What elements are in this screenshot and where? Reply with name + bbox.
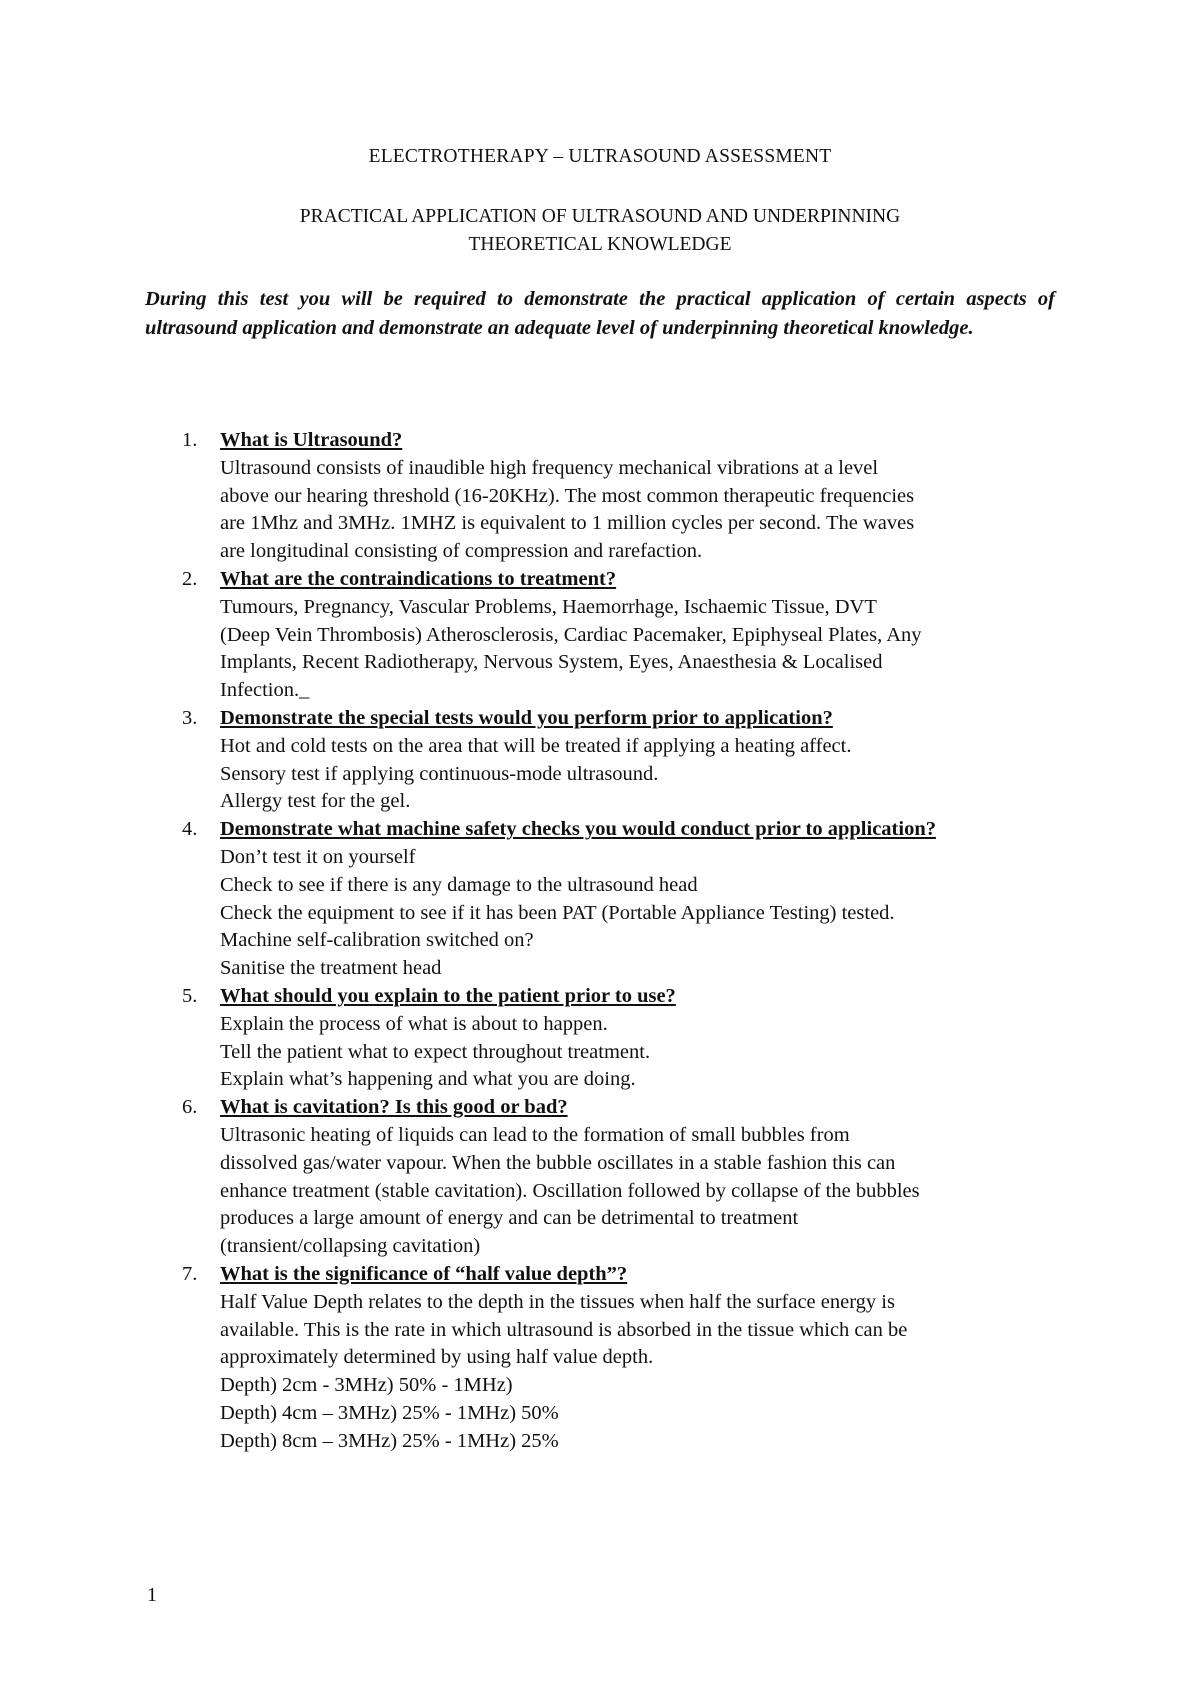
- answer-line: Implants, Recent Radiotherapy, Nervous System, Eyes, Anaesthesia & Localised: [220, 651, 883, 674]
- answer-line: are longitudinal consisting of compression and rarefaction.: [220, 540, 703, 563]
- answer-line: Tell the patient what to expect throughout treatment.: [220, 1040, 651, 1063]
- answer-line: Check to see if there is any damage to the ultrasound head: [220, 873, 698, 896]
- answer-line: Explain what’s happening and what you are doing.: [220, 1068, 636, 1091]
- answer-line: Allergy test for the gel.: [220, 790, 411, 813]
- question-number: 3.: [182, 706, 198, 729]
- answer-line: Sanitise the treatment head: [220, 957, 442, 980]
- answer-line: Depth) 4cm – 3MHz) 25% - 1MHz) 50%: [220, 1401, 559, 1424]
- question-heading: What are the contraindications to treatment?: [220, 567, 617, 590]
- question-list: [145, 427, 1065, 1455]
- answer-line: dissolved gas/water vapour. When the bubble oscillates in a stable fashion this can: [220, 1151, 896, 1174]
- question-heading: What is the significance of “half value depth”?: [220, 1262, 628, 1285]
- answer-line: Don’t test it on yourself: [220, 845, 416, 868]
- question-item: [145, 566, 1065, 705]
- question-number: 1.: [182, 429, 198, 451]
- answer-line: Ultrasound consists of inaudible high frequency mechanical vibrations at a level: [220, 456, 879, 479]
- question-item: [145, 816, 1065, 983]
- page-number: 1: [147, 1584, 157, 1606]
- question-item: [145, 1261, 1065, 1456]
- answer-line: produces a large amount of energy and can be detrimental to treatment: [220, 1207, 799, 1230]
- answer-line: (Deep Vein Thrombosis) Atherosclerosis, Cardiac Pacemaker, Epiphyseal Plates, Any: [220, 623, 922, 646]
- answer-line: approximately determined by using half value depth.: [220, 1346, 654, 1369]
- question-heading: What is cavitation? Is this good or bad?: [220, 1096, 568, 1119]
- subtitle-line-2: THEORETICAL KNOWLEDGE: [468, 234, 732, 255]
- question-number: 4.: [182, 818, 198, 841]
- document-subtitle: [0, 203, 1200, 259]
- answer-line: Depth) 2cm - 3MHz) 50% - 1MHz): [220, 1374, 513, 1397]
- question-number: 5.: [182, 984, 198, 1007]
- question-item: [145, 427, 1065, 566]
- answer-line: (transient/collapsing cavitation): [220, 1235, 481, 1258]
- question-number: 6.: [182, 1096, 198, 1119]
- answer-line: Half Value Depth relates to the depth in the tissues when half the surface energy is: [220, 1290, 895, 1313]
- answer-line: Sensory test if applying continuous-mode ultrasound.: [220, 762, 659, 785]
- answer-line: Ultrasonic heating of liquids can lead to the formation of small bubbles from: [220, 1123, 850, 1146]
- answer-line: are 1Mhz and 3MHz. 1MHZ is equivalent to 1 million cycles per second. The waves: [220, 512, 915, 535]
- answer-line: Check the equipment to see if it has been PAT (Portable Appliance Testing) tested.: [220, 901, 895, 924]
- answer-line: Depth) 8cm – 3MHz) 25% - 1MHz) 25%: [220, 1429, 559, 1452]
- answer-line: Explain the process of what is about to happen.: [220, 1012, 608, 1035]
- question-heading: What should you explain to the patient prior to use?: [220, 984, 676, 1007]
- question-number: 2.: [182, 567, 198, 590]
- question-item: [145, 705, 1065, 816]
- subtitle-line-1: PRACTICAL APPLICATION OF ULTRASOUND AND UNDERPINNING: [299, 206, 901, 227]
- answer-line: Infection._: [220, 679, 310, 702]
- document-title: ELECTROTHERAPY – ULTRASOUND ASSESSMENT: [368, 146, 832, 167]
- question-item: [145, 983, 1065, 1094]
- answer-line: Tumours, Pregnancy, Vascular Problems, Haemorrhage, Ischaemic Tissue, DVT: [220, 595, 877, 618]
- answer-line: available. This is the rate in which ultrasound is absorbed in the tissue which can be: [220, 1318, 908, 1341]
- question-item: [145, 1094, 1065, 1261]
- question-heading: What is Ultrasound?: [220, 429, 403, 451]
- question-heading: Demonstrate the special tests would you perform prior to application?: [220, 706, 833, 729]
- question-heading: Demonstrate what machine safety checks you would conduct prior to application?: [220, 818, 936, 841]
- answer-line: Hot and cold tests on the area that will be treated if applying a heating affect.: [220, 734, 852, 757]
- answer-line: above our hearing threshold (16-20KHz). The most common therapeutic frequencies: [220, 484, 915, 507]
- answer-line: Machine self-calibration switched on?: [220, 929, 534, 952]
- question-number: 7.: [182, 1262, 198, 1285]
- intro-paragraph: During this test you will be required to demonstrate the practical application of certain aspects of ultrasound application and demonstrate an adequate level of underpinning theoretical knowledge.: [145, 288, 1055, 339]
- answer-line: enhance treatment (stable cavitation). Oscillation followed by collapse of the bubbles: [220, 1179, 920, 1202]
